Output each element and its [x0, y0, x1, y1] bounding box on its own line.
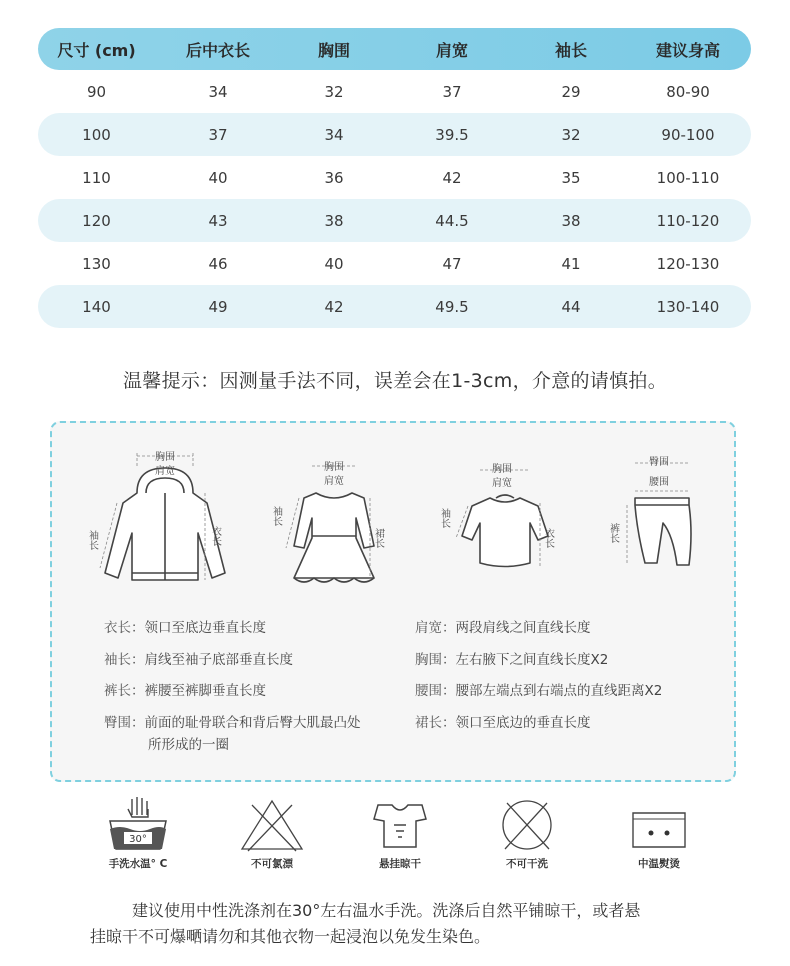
- measurement-panel: [50, 421, 736, 782]
- def-skirt-length: 裙长：领口至底边的垂直长度: [415, 715, 591, 731]
- table-cell: 44: [561, 297, 581, 316]
- def-pants-length: 裤长：裤腰至裤脚垂直长度: [104, 683, 266, 699]
- care-item-hang-dry: [352, 795, 448, 871]
- table-row: [38, 242, 751, 285]
- care-instructions: [0, 795, 790, 885]
- dress-label-chest: 胸围: [324, 462, 344, 473]
- table-cell: 46: [208, 254, 228, 273]
- table-cell: 110: [82, 168, 111, 187]
- care-note-line2: 挂晾干不可爆嗮请勿和其他衣物一起浸泡以免发生染色。: [90, 927, 491, 946]
- table-cell: 43: [208, 211, 228, 230]
- def-hip: 臀围：前面的耻骨联合和背后臀大肌最凸处: [104, 715, 361, 731]
- def-waist: 腰围：腰部左端点到右端点的直线距离X2: [415, 683, 663, 699]
- table-cell: 100-110: [656, 168, 720, 187]
- dress-label-sleeve: 袖长: [270, 506, 282, 526]
- table-cell: 130-140: [656, 297, 720, 316]
- table-cell: 37: [208, 125, 228, 144]
- romper-label-sleeve: 袖长: [438, 508, 450, 528]
- header-shoulder: 肩宽: [435, 40, 468, 60]
- table-cell: 29: [561, 82, 581, 101]
- table-cell: 41: [561, 254, 581, 273]
- romper-label-length: 衣长: [542, 528, 554, 548]
- def-hip-cont: 所形成的一圈: [148, 737, 229, 753]
- iron-medium-icon: [623, 795, 695, 853]
- dress-diagram: [270, 458, 394, 593]
- care-item-hand-wash: [90, 795, 186, 871]
- table-cell: 120: [82, 211, 111, 230]
- size-table: [38, 28, 751, 328]
- table-cell: 34: [208, 82, 228, 101]
- care-item-no-bleach: [224, 795, 320, 871]
- table-header-row: [38, 28, 751, 70]
- jacket-label-shoulder: 肩宽: [155, 466, 175, 477]
- header-height: 建议身高: [655, 40, 720, 60]
- header-size: 尺寸 (cm): [57, 40, 136, 60]
- care-item-iron: [611, 795, 707, 871]
- table-cell: 49: [208, 297, 228, 316]
- care-item-no-dry-clean: [479, 795, 575, 871]
- table-cell: 36: [324, 168, 344, 187]
- romper-label-chest: 胸围: [492, 464, 512, 475]
- table-cell: 49.5: [435, 297, 469, 316]
- care-label: 不可氯漂: [251, 858, 293, 870]
- jacket-label-sleeve: 袖长: [86, 530, 98, 550]
- table-cell: 40: [208, 168, 228, 187]
- table-row: [38, 156, 751, 199]
- table-cell: 47: [442, 254, 462, 273]
- def-chest: 胸围：左右腋下之间直线长度X2: [415, 652, 609, 668]
- care-label: 中温熨烫: [638, 858, 680, 870]
- care-label: 不可干洗: [506, 858, 548, 870]
- no-bleach-icon: [236, 795, 308, 853]
- table-cell: 120-130: [656, 254, 720, 273]
- table-cell: 100: [82, 125, 111, 144]
- table-cell: 42: [442, 168, 462, 187]
- table-cell: 39.5: [435, 125, 469, 144]
- table-row: [38, 113, 751, 156]
- hang-dry-icon: [364, 795, 436, 853]
- pants-label-waist: 腰围: [649, 477, 669, 488]
- romper-diagram: [440, 458, 570, 583]
- table-cell: 110-120: [656, 211, 720, 230]
- table-cell: 32: [561, 125, 581, 144]
- def-shoulder: 肩宽：两段肩线之间直线长度: [415, 620, 591, 636]
- table-cell: 140: [82, 297, 111, 316]
- care-note: [90, 898, 730, 950]
- table-cell: 32: [324, 82, 344, 101]
- header-sleeve: 袖长: [554, 40, 587, 60]
- header-chest: 胸围: [317, 40, 350, 60]
- romper-label-shoulder: 肩宽: [492, 478, 512, 489]
- jacket-label-chest: 胸围: [155, 452, 175, 463]
- def-sleeve-length: 袖长：肩线至袖子底部垂直长度: [104, 652, 293, 668]
- tip-text: 温馨提示：因测量手法不同，误差会在1-3cm，介意的请慎拍。: [123, 370, 667, 392]
- dress-label-length: 裙长: [372, 528, 384, 548]
- def-garment-length: 衣长：领口至底边垂直长度: [104, 620, 266, 636]
- table-row: [38, 199, 751, 242]
- hand-wash-icon: [102, 795, 174, 853]
- no-tumble-dry-icon: [491, 795, 563, 853]
- jacket-label-length: 衣长: [209, 526, 221, 546]
- table-cell: 90: [86, 82, 107, 101]
- table-cell: 90-100: [661, 125, 715, 144]
- table-row: [38, 285, 751, 328]
- table-cell: 80-90: [666, 82, 710, 101]
- jacket-diagram: [86, 448, 242, 593]
- table-cell: 42: [324, 297, 344, 316]
- header-back-length: 后中衣长: [185, 40, 250, 60]
- table-cell: 37: [442, 82, 462, 101]
- care-note-line1: 建议使用中性洗涤剂在30°左右温水手洗。洗涤后自然平铺晾干，或者悬: [132, 901, 641, 920]
- table-cell: 38: [324, 211, 344, 230]
- table-row: [38, 70, 751, 113]
- wash-temp: 30°: [129, 834, 147, 845]
- care-label: 悬挂晾干: [379, 858, 421, 870]
- table-cell: 38: [561, 211, 581, 230]
- table-cell: 130: [82, 254, 111, 273]
- table-cell: 34: [324, 125, 344, 144]
- care-label: 手洗水温° C: [108, 858, 168, 870]
- pants-diagram: [607, 453, 707, 578]
- pants-label-length: 裤长: [607, 523, 619, 543]
- table-cell: 40: [324, 254, 344, 273]
- garment-diagrams: [52, 423, 734, 593]
- table-cell: 44.5: [435, 211, 469, 230]
- dress-label-shoulder: 肩宽: [324, 476, 344, 487]
- pants-label-hip: 臀围: [649, 457, 669, 468]
- table-cell: 35: [561, 168, 581, 187]
